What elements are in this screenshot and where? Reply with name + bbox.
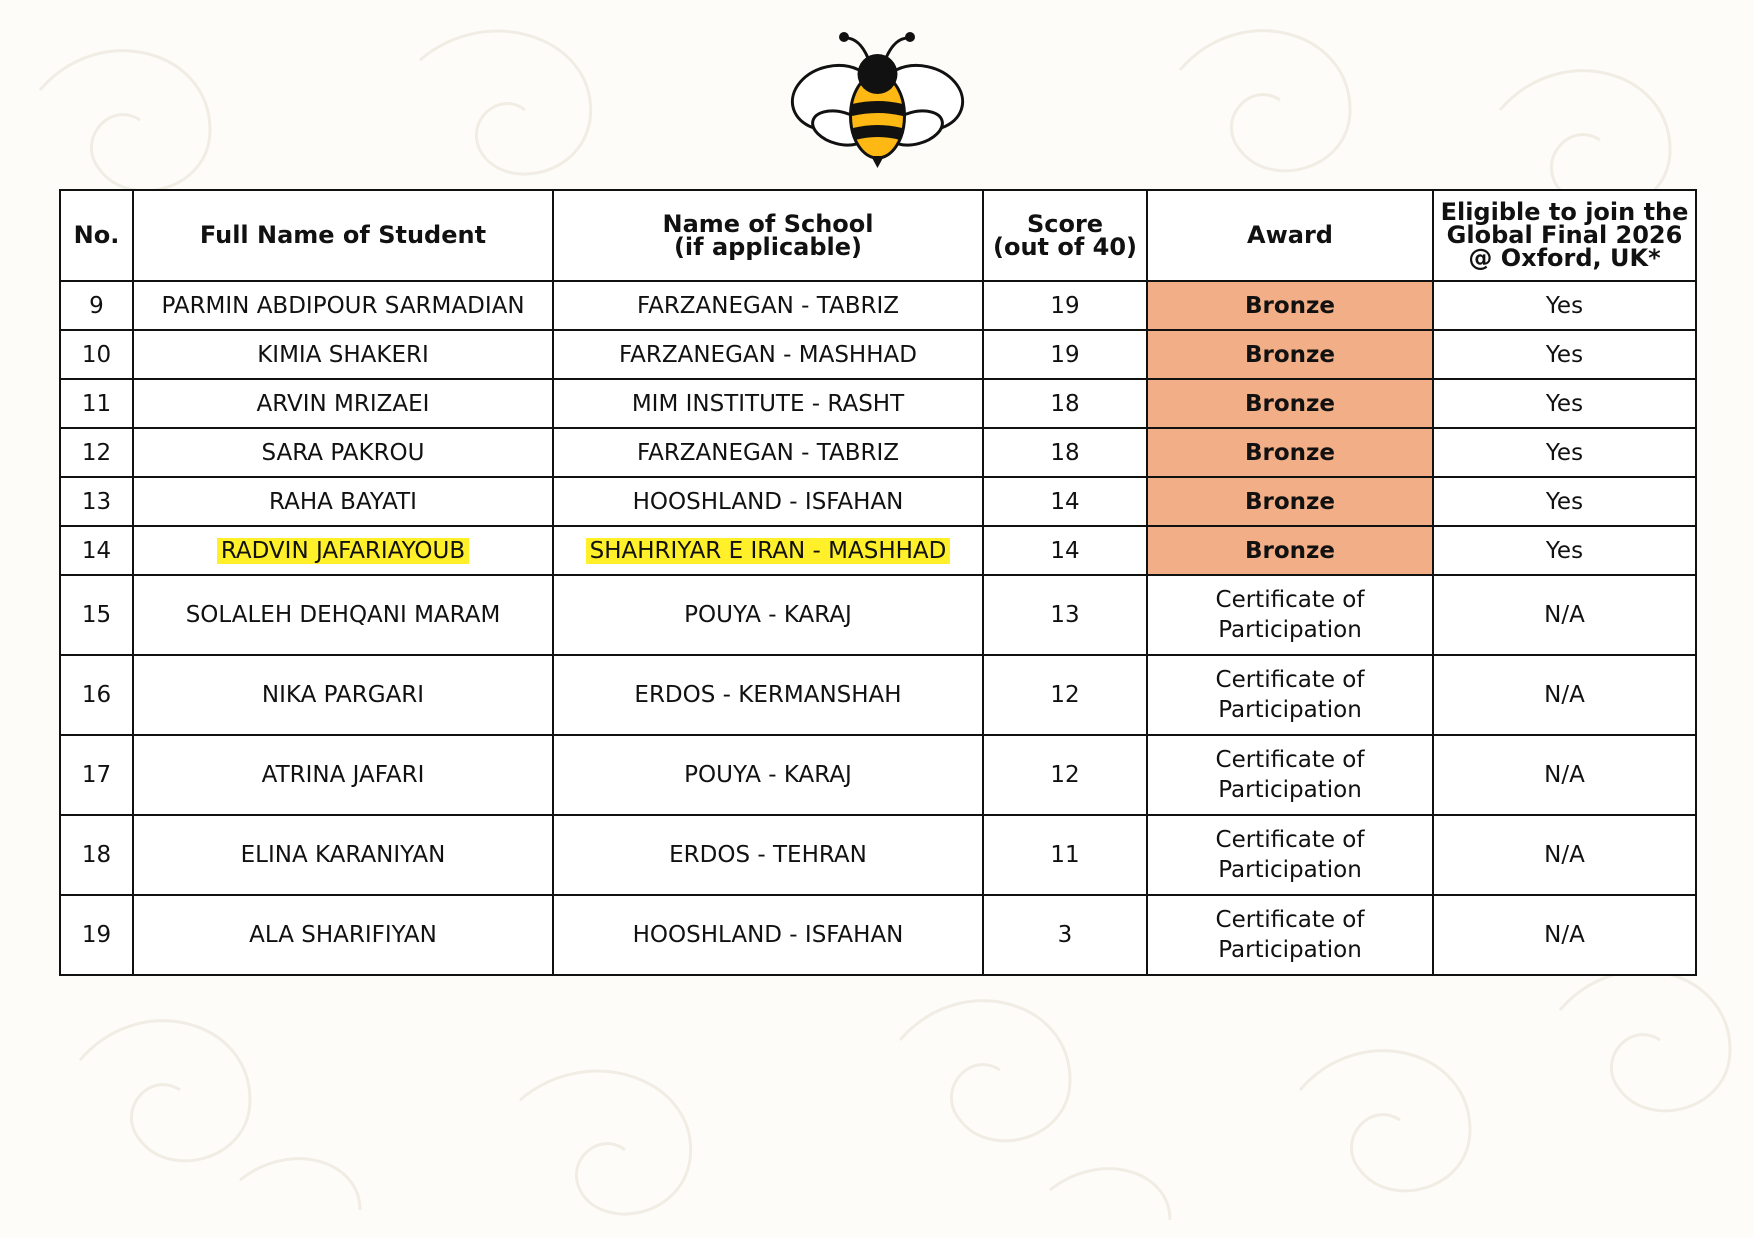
cell-award-bronze: Bronze xyxy=(1147,379,1433,428)
cell-award-bronze: Bronze xyxy=(1147,330,1433,379)
award-line2: Participation xyxy=(1218,777,1362,803)
table-row xyxy=(60,281,1696,330)
header-score-line2: (out of 40) xyxy=(992,232,1138,261)
award-line1: Certificate of xyxy=(1215,827,1365,853)
cell-school: POUYA - KARAJ xyxy=(553,575,983,655)
header-eligible-line3: @ Oxford, UK* xyxy=(1468,244,1661,272)
award-line1: Certificate of xyxy=(1215,907,1365,933)
header-full-name: Full Name of Student xyxy=(133,190,553,281)
cell-student-name: ELINA KARANIYAN xyxy=(133,815,553,895)
cell-eligible: N/A xyxy=(1433,655,1696,735)
cell-student-name: SOLALEH DEHQANI MARAM xyxy=(133,575,553,655)
cell-eligible: Yes xyxy=(1433,379,1696,428)
table-row xyxy=(60,815,1696,895)
cell-eligible: Yes xyxy=(1433,477,1696,526)
award-line1: Certificate of xyxy=(1215,587,1365,613)
cell-award-certificate xyxy=(1147,895,1433,975)
highlighted-school-name: SHAHRIYAR E IRAN - MASHHAD xyxy=(586,538,951,564)
cell-score: 3 xyxy=(983,895,1147,975)
cell-no: 17 xyxy=(60,735,133,815)
cell-no: 9 xyxy=(60,281,133,330)
cell-no: 15 xyxy=(60,575,133,655)
award-line2: Participation xyxy=(1218,937,1362,963)
award-line1: Certificate of xyxy=(1215,667,1365,693)
cell-score: 19 xyxy=(983,281,1147,330)
cell-student-name xyxy=(133,526,553,575)
table-row xyxy=(60,477,1696,526)
header-row xyxy=(60,190,1696,281)
cell-school: MIM INSTITUTE - RASHT xyxy=(553,379,983,428)
cell-school: HOOSHLAND - ISFAHAN xyxy=(553,477,983,526)
award-line2: Participation xyxy=(1218,857,1362,883)
cell-school: POUYA - KARAJ xyxy=(553,735,983,815)
cell-no: 19 xyxy=(60,895,133,975)
cell-award-bronze: Bronze xyxy=(1147,281,1433,330)
cell-award-bronze: Bronze xyxy=(1147,428,1433,477)
cell-no: 11 xyxy=(60,379,133,428)
cell-score: 13 xyxy=(983,575,1147,655)
cell-no: 14 xyxy=(60,526,133,575)
cell-score: 14 xyxy=(983,477,1147,526)
cell-eligible: Yes xyxy=(1433,281,1696,330)
cell-score: 19 xyxy=(983,330,1147,379)
header-score xyxy=(983,190,1147,281)
header-school xyxy=(553,190,983,281)
header-school-line2: (if applicable) xyxy=(673,232,863,261)
cell-student-name: SARA PAKROU xyxy=(133,428,553,477)
cell-eligible: N/A xyxy=(1433,895,1696,975)
table-row xyxy=(60,735,1696,815)
cell-eligible: Yes xyxy=(1433,428,1696,477)
cell-school: FARZANEGAN - TABRIZ xyxy=(553,281,983,330)
results-table xyxy=(59,189,1697,976)
cell-school xyxy=(553,526,983,575)
cell-no: 18 xyxy=(60,815,133,895)
cell-eligible: N/A xyxy=(1433,575,1696,655)
cell-score: 11 xyxy=(983,815,1147,895)
cell-score: 12 xyxy=(983,735,1147,815)
cell-eligible: N/A xyxy=(1433,735,1696,815)
cell-score: 14 xyxy=(983,526,1147,575)
cell-student-name: KIMIA SHAKERI xyxy=(133,330,553,379)
cell-student-name: PARMIN ABDIPOUR SARMADIAN xyxy=(133,281,553,330)
table-row xyxy=(60,895,1696,975)
award-line2: Participation xyxy=(1218,697,1362,723)
table-row xyxy=(60,526,1696,575)
cell-award-certificate xyxy=(1147,655,1433,735)
table-row xyxy=(60,428,1696,477)
cell-award-certificate xyxy=(1147,735,1433,815)
award-line2: Participation xyxy=(1218,617,1362,643)
cell-school: FARZANEGAN - MASHHAD xyxy=(553,330,983,379)
table-row xyxy=(60,655,1696,735)
cell-school: HOOSHLAND - ISFAHAN xyxy=(553,895,983,975)
cell-award-bronze: Bronze xyxy=(1147,477,1433,526)
cell-school: ERDOS - TEHRAN xyxy=(553,815,983,895)
table-row xyxy=(60,379,1696,428)
cell-school: FARZANEGAN - TABRIZ xyxy=(553,428,983,477)
bee-icon xyxy=(790,28,965,168)
header-school-line1: Name of School xyxy=(662,209,874,238)
header-score-line1: Score xyxy=(1026,209,1104,238)
cell-award-bronze: Bronze xyxy=(1147,526,1433,575)
cell-no: 10 xyxy=(60,330,133,379)
cell-award-certificate xyxy=(1147,815,1433,895)
cell-no: 12 xyxy=(60,428,133,477)
header-award: Award xyxy=(1147,190,1433,281)
header-eligible-line1: Eligible to join the xyxy=(1440,198,1689,226)
award-line1: Certificate of xyxy=(1215,747,1365,773)
cell-award-certificate xyxy=(1147,575,1433,655)
cell-score: 18 xyxy=(983,379,1147,428)
header-no: No. xyxy=(60,190,133,281)
cell-student-name: NIKA PARGARI xyxy=(133,655,553,735)
cell-eligible: Yes xyxy=(1433,330,1696,379)
cell-no: 16 xyxy=(60,655,133,735)
cell-student-name: RAHA BAYATI xyxy=(133,477,553,526)
table-row xyxy=(60,330,1696,379)
highlighted-student-name: RADVIN JAFARIAYOUB xyxy=(217,538,469,564)
cell-score: 18 xyxy=(983,428,1147,477)
cell-student-name: ARVIN MRIZAEI xyxy=(133,379,553,428)
cell-eligible: Yes xyxy=(1433,526,1696,575)
table-row xyxy=(60,575,1696,655)
header-eligible xyxy=(1433,190,1696,281)
cell-score: 12 xyxy=(983,655,1147,735)
cell-eligible: N/A xyxy=(1433,815,1696,895)
cell-student-name: ALA SHARIFIYAN xyxy=(133,895,553,975)
cell-student-name: ATRINA JAFARI xyxy=(133,735,553,815)
cell-school: ERDOS - KERMANSHAH xyxy=(553,655,983,735)
header-eligible-line2: Global Final 2026 xyxy=(1446,221,1683,249)
cell-no: 13 xyxy=(60,477,133,526)
